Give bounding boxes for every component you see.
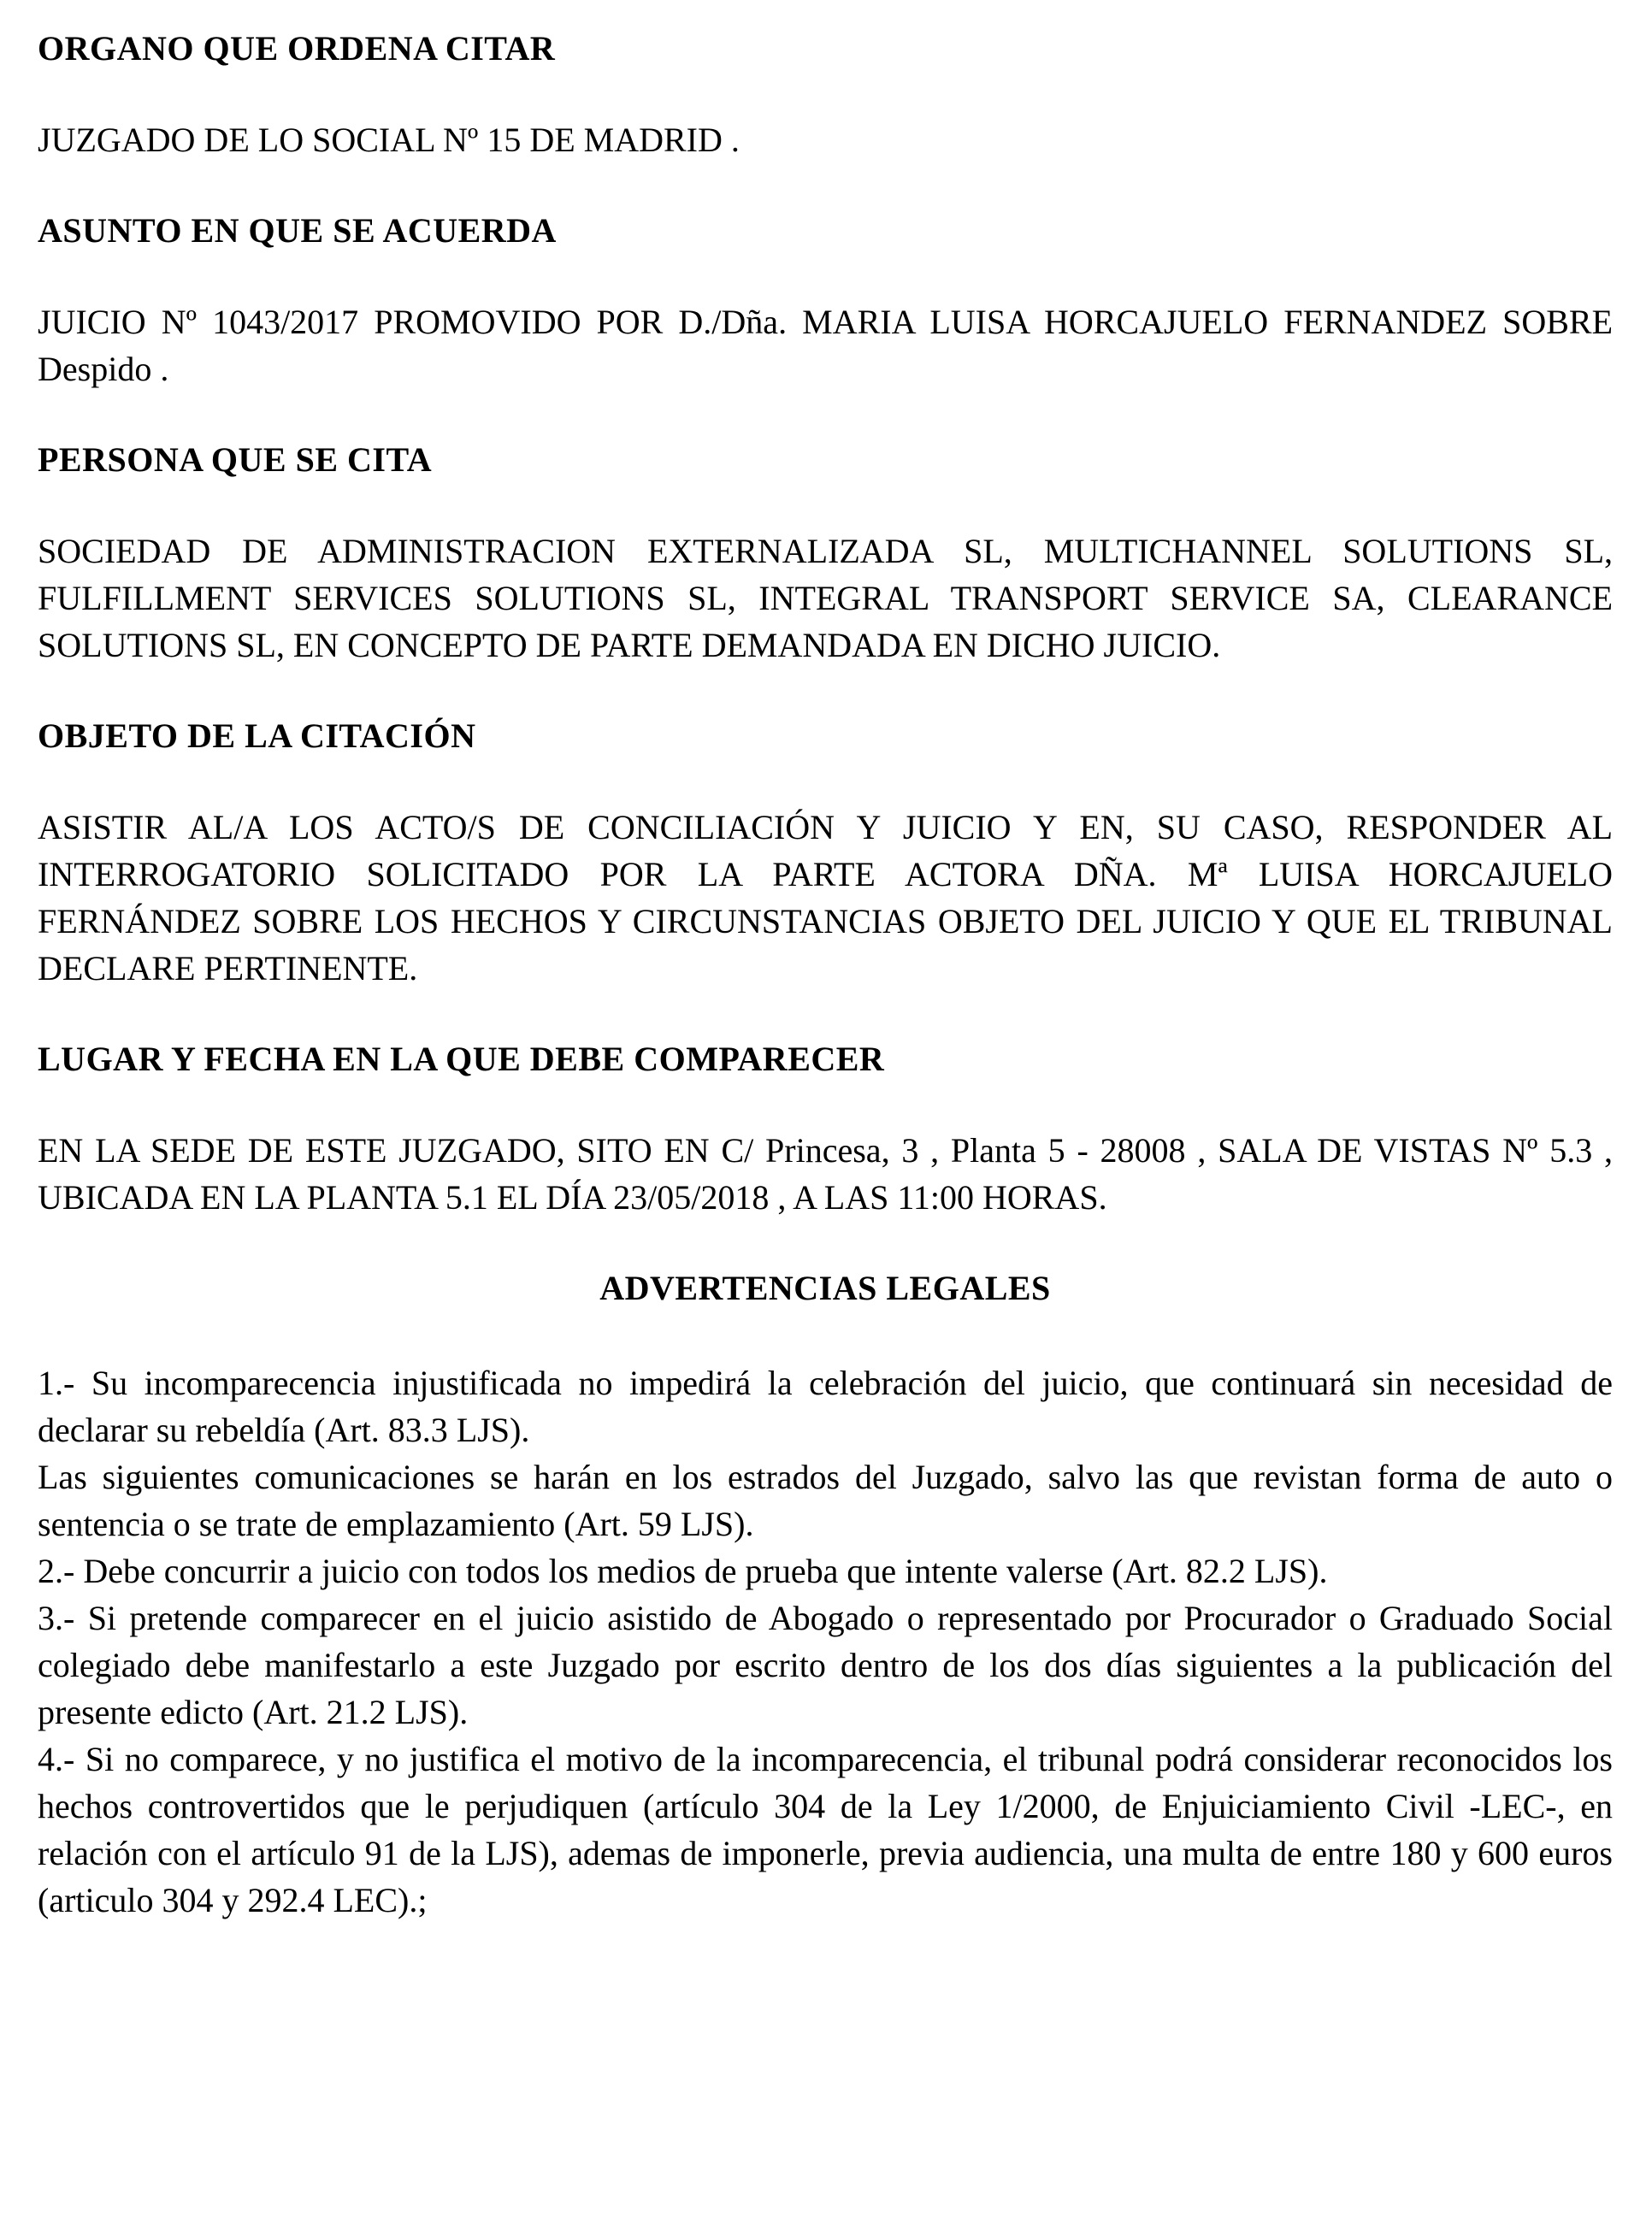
section-heading: ASUNTO EN QUE SE ACUERDA [38,211,557,250]
legal-paragraph-4: 4.- Si no comparece, y no justifica el motivo de la incomparecencia, el tribunal podrá considerar reconocidos los hechos controvertidos que le perjudiquen (artículo 304 de la Ley 1/2000, de Enjuiciamiento Civil -LEC-, en relación con el artículo 91 de la LJS), ademas de imponerle, previa audiencia, una multa de entre 180 y 600 euros (articulo 304 y 292.4 LEC).; [38,1740,1613,1919]
section-paragraph: ASISTIR AL/A LOS ACTO/S DE CONCILIACIÓN Y JUICIO Y EN, SU CASO, RESPONDER AL INTERROGATORIO SOLICITADO POR LA PARTE ACTORA DÑA. Mª LUISA HORCAJUELO FERNÁNDEZ SOBRE LOS HECHOS Y CIRCUNSTANCIAS OBJETO DEL JUICIO Y QUE EL TRIBUNAL DECLARE PERTINENTE. [38,808,1613,987]
section-heading: OBJETO DE LA CITACIÓN [38,716,476,755]
section-objeto-de-la-citacion [38,713,1613,992]
legal-paragraph-estrados: Las siguientes comunicaciones se harán en los estrados del Juzgado, salvo las que revistan forma de auto o sentencia o se trate de emplazamiento (Art. 59 LJS). [38,1458,1613,1543]
section-asunto-en-que-se-acuerda [38,208,1613,392]
section-heading: PERSONA QUE SE CITA [38,440,433,479]
section-paragraph: EN LA SEDE DE ESTE JUZGADO, SITO EN C/ Princesa, 3 , Planta 5 - 28008 , SALA DE VISTAS Nº 5.3 , UBICADA EN LA PLANTA 5.1 EL DÍA 23/05/2018 , A LAS 11:00 HORAS. [38,1131,1613,1217]
section-heading: LUGAR Y FECHA EN LA QUE DEBE COMPARECER [38,1040,885,1078]
section-persona-que-se-cita [38,437,1613,669]
legal-paragraph-2: 2.- Debe concurrir a juicio con todos los medios de prueba que intente valerse (Art. 82.2 LJS). [38,1552,1328,1590]
section-lugar-y-fecha [38,1036,1613,1221]
section-organo-que-ordena-citar [38,26,1613,163]
section-paragraph: SOCIEDAD DE ADMINISTRACION EXTERNALIZADA SL, MULTICHANNEL SOLUTIONS SL, FULFILLMENT SERVICES SOLUTIONS SL, INTEGRAL TRANSPORT SERVICE SA, CLEARANCE SOLUTIONS SL, EN CONCEPTO DE PARTE DEMANDADA EN DICHO JUICIO. [38,532,1613,664]
legal-paragraph-3: 3.- Si pretende comparecer en el juicio asistido de Abogado o representado por Procurador o Graduado Social colegiado debe manifestarlo a este Juzgado por escrito dentro de los dos días siguientes a la publicación del presente edicto (Art. 21.2 LJS). [38,1599,1613,1731]
section-paragraph: JUZGADO DE LO SOCIAL Nº 15 DE MADRID . [38,121,740,159]
section-heading: ORGANO QUE ORDENA CITAR [38,29,556,68]
legal-paragraph-1: 1.- Su incomparecencia injustificada no impedirá la celebración del juicio, que continuará sin necesidad de declarar su rebeldía (Art. 83.3 LJS). [38,1364,1613,1449]
legal-notices-heading: ADVERTENCIAS LEGALES [599,1269,1051,1307]
section-advertencias-legales [38,1265,1613,1924]
section-paragraph: JUICIO Nº 1043/2017 PROMOVIDO POR D./Dña. MARIA LUISA HORCAJUELO FERNANDEZ SOBRE Despido . [38,303,1613,388]
